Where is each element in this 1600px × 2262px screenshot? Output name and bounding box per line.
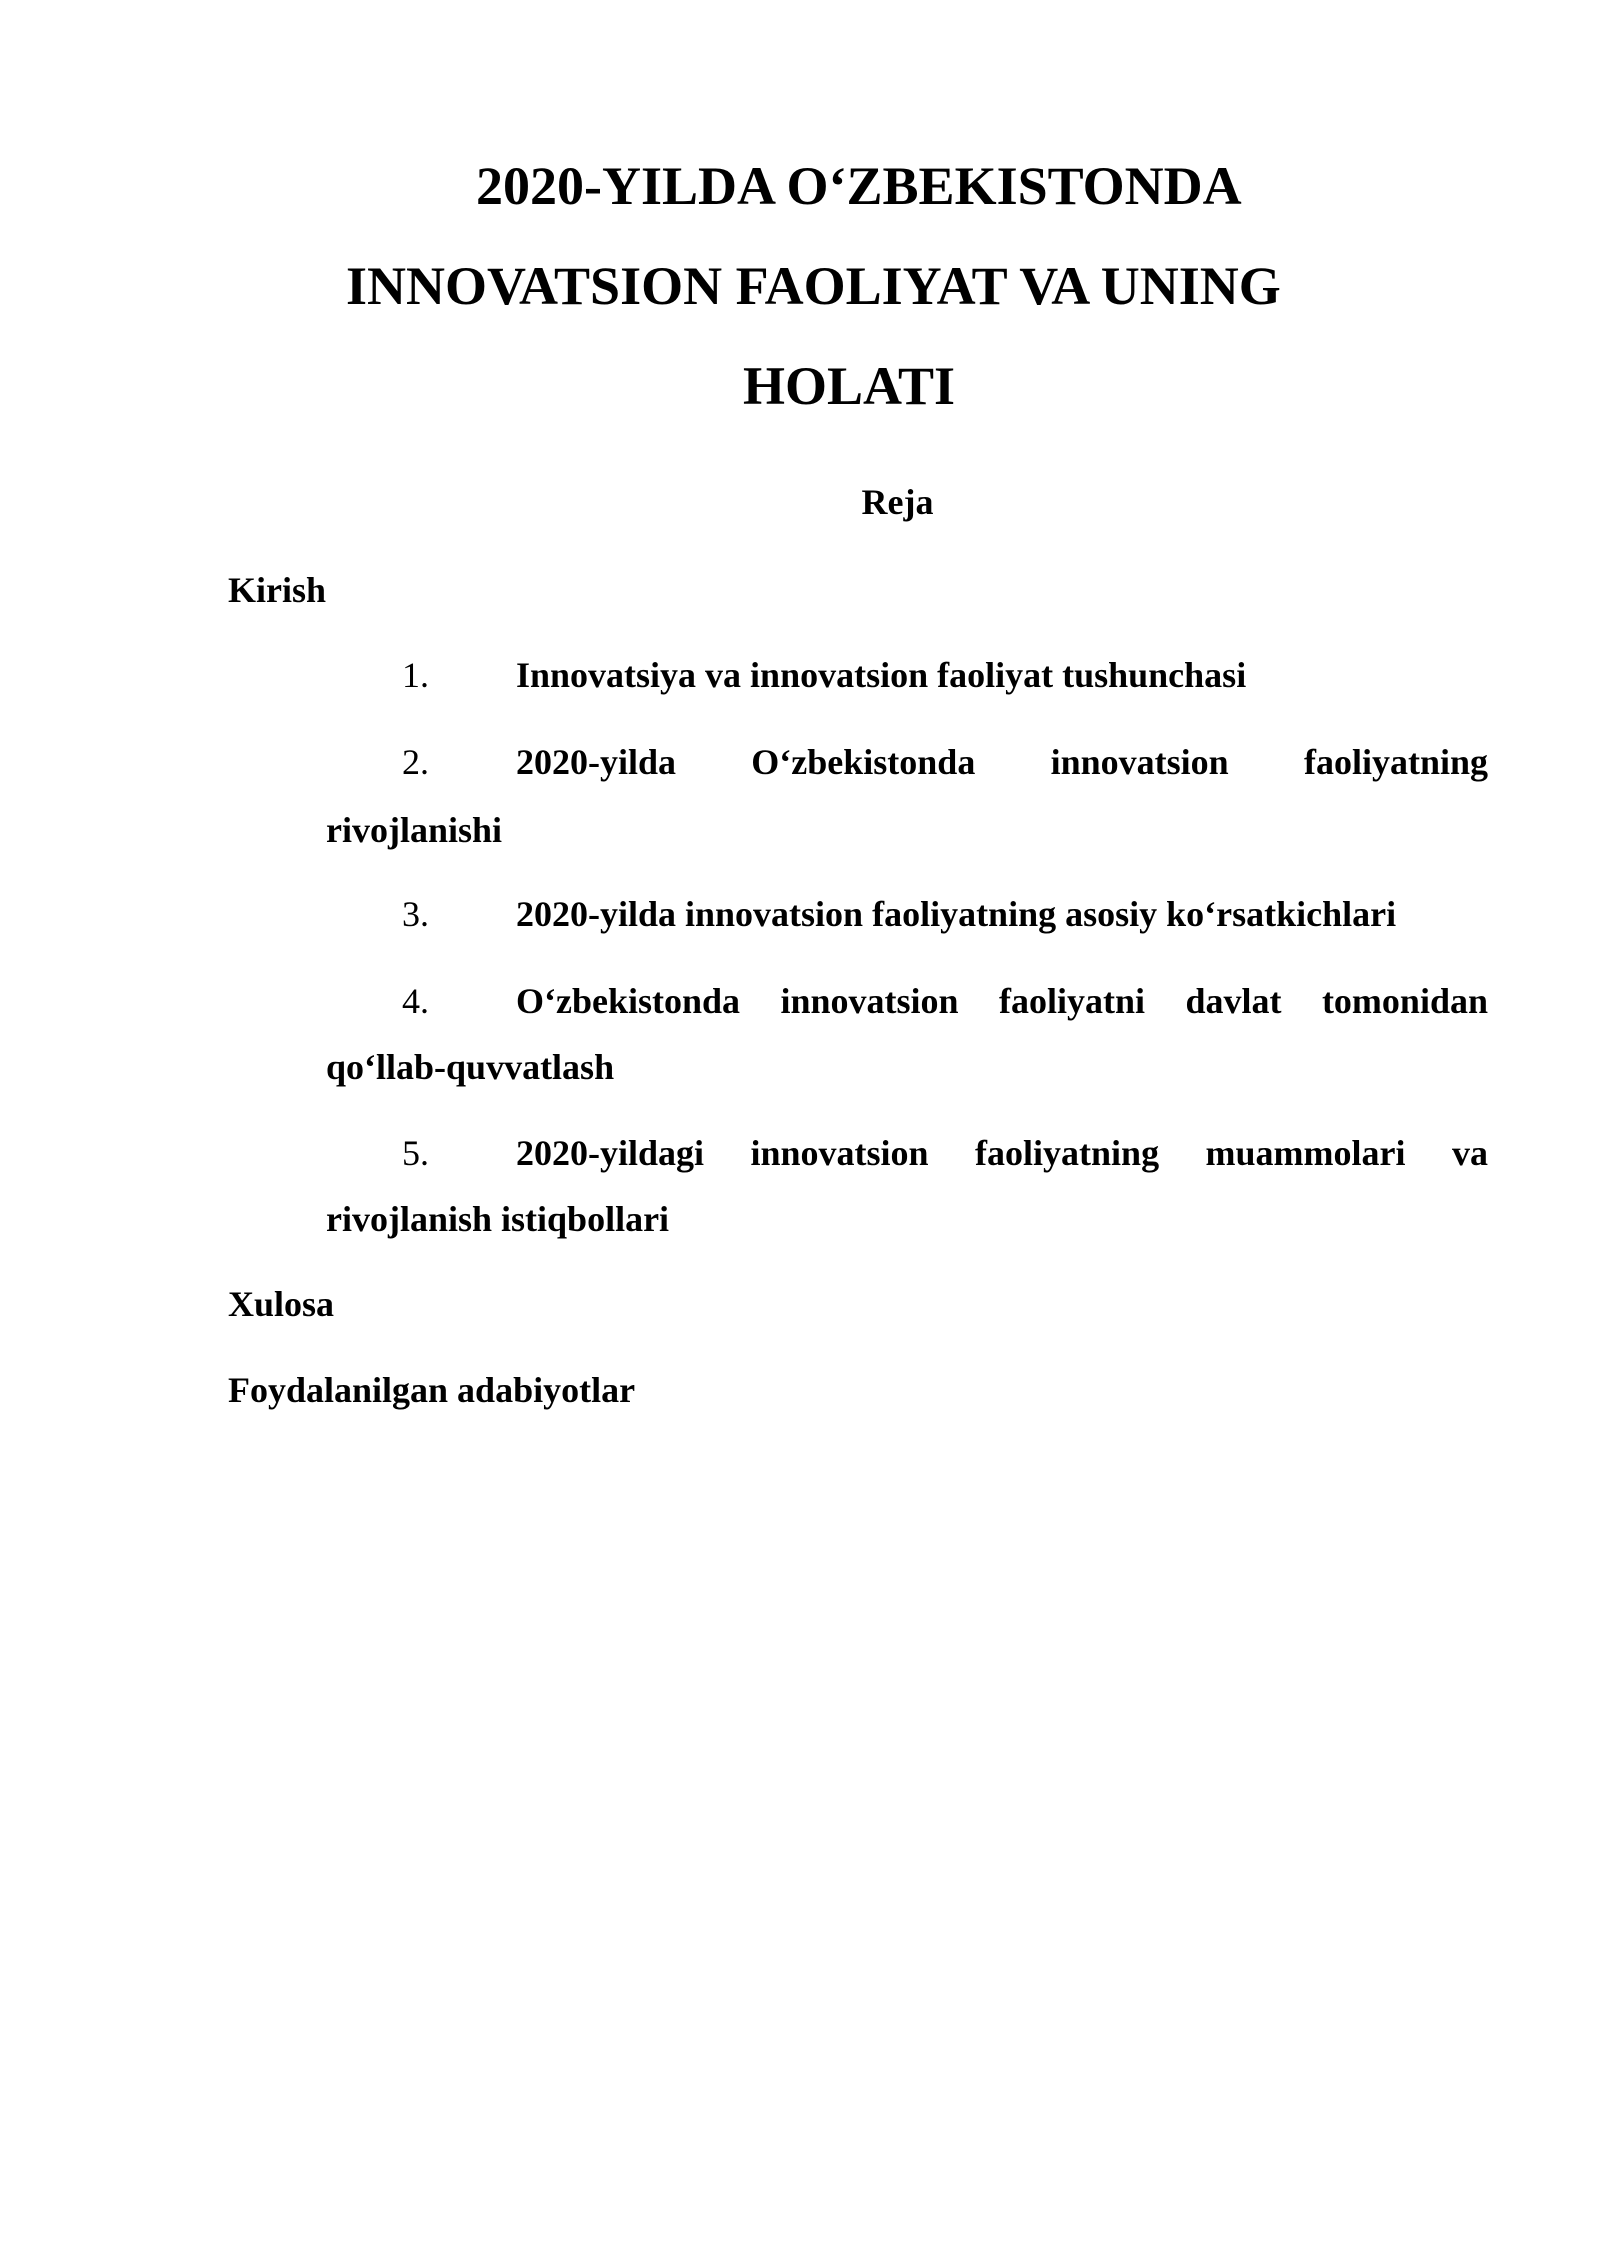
plan-item-text: Innovatsiya va innovatsion faoliyat tushunchasi: [516, 655, 1247, 695]
plan-item-text: O‘zbekistonda innovatsion faoliyatni davlat tomonidan: [516, 981, 1488, 1021]
plan-item-2: [326, 730, 1488, 795]
title-line-2: INNOVATSION FAOLIYAT VA UNING: [346, 256, 1281, 316]
plan-item-1: [326, 643, 1488, 708]
plan-item-number: 1.: [402, 655, 429, 695]
title-line-3: HOLATI: [743, 356, 956, 416]
plan-item-number: 5.: [402, 1133, 429, 1173]
plan-item-continuation: rivojlanishi: [326, 810, 503, 850]
plan-item-number: 2.: [402, 742, 429, 782]
plan-item-text: 2020-yilda O‘zbekistonda innovatsion faoliyatning: [516, 742, 1488, 782]
plan-item-continuation: qo‘llab-quvvatlash: [326, 1047, 615, 1087]
plan-item-continuation: rivojlanish istiqbollari: [326, 1199, 670, 1239]
plan-heading: Reja: [861, 482, 934, 522]
document-title: [226, 136, 1488, 436]
plan-item-3: [326, 882, 1488, 947]
plan-item-5: [326, 1121, 1488, 1186]
plan-item-text: 2020-yildagi innovatsion faoliyatning muammolari va: [516, 1133, 1488, 1173]
plan-item-text: 2020-yilda innovatsion faoliyatning asosiy ko‘rsatkichlari: [516, 894, 1397, 934]
plan-item-4: [326, 969, 1488, 1034]
title-line-1: 2020-YILDA O‘ZBEKISTONDA: [476, 156, 1242, 216]
plan-item-number: 3.: [402, 894, 429, 934]
plan-item-number: 4.: [402, 981, 429, 1021]
conclusion-label: Xulosa: [228, 1284, 335, 1324]
references-label: Foydalanilgan adabiyotlar: [228, 1370, 636, 1410]
intro-label: Kirish: [228, 570, 327, 610]
